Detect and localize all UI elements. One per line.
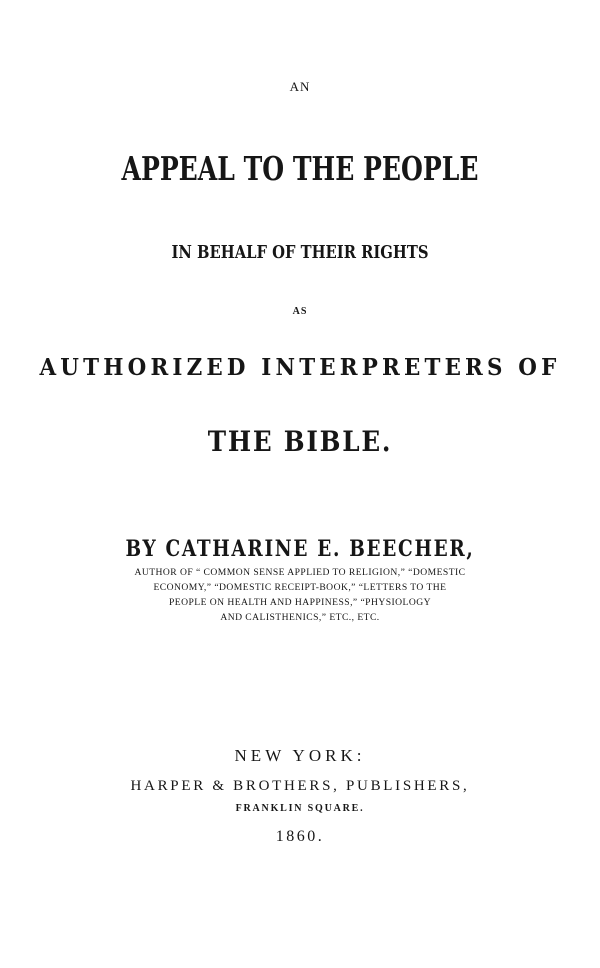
publisher-address: FRANKLIN SQUARE. (235, 803, 365, 814)
connector-as: AS (292, 306, 308, 317)
publisher: HARPER & BROTHERS, PUBLISHERS, (130, 778, 470, 794)
bible-line: THE BIBLE. (207, 425, 393, 458)
authorized-interpreters-line: AUTHORIZED INTERPRETERS OF (39, 354, 561, 381)
article-an: AN (289, 79, 311, 94)
author-works-line: ECONOMY,” “DOMESTIC RECEIPT-BOOK,” “LETTERS TO THE (153, 582, 447, 593)
author-works-line: PEOPLE ON HEALTH AND HAPPINESS,” “PHYSIOLOGY (169, 597, 431, 608)
subtitle: IN BEHALF OF THEIR RIGHTS (171, 242, 429, 263)
author-works-line: AND CALISTHENICS,” ETC., ETC. (220, 612, 380, 623)
main-title: APPEAL TO THE PEOPLE (121, 149, 479, 188)
publication-city: NEW YORK: (234, 746, 366, 765)
author-byline: BY CATHARINE E. BEECHER, (125, 536, 475, 562)
author-works-line: AUTHOR OF “ COMMON SENSE APPLIED TO RELIGION,” “DOMESTIC (134, 567, 466, 578)
publication-year: 1860. (275, 828, 325, 845)
